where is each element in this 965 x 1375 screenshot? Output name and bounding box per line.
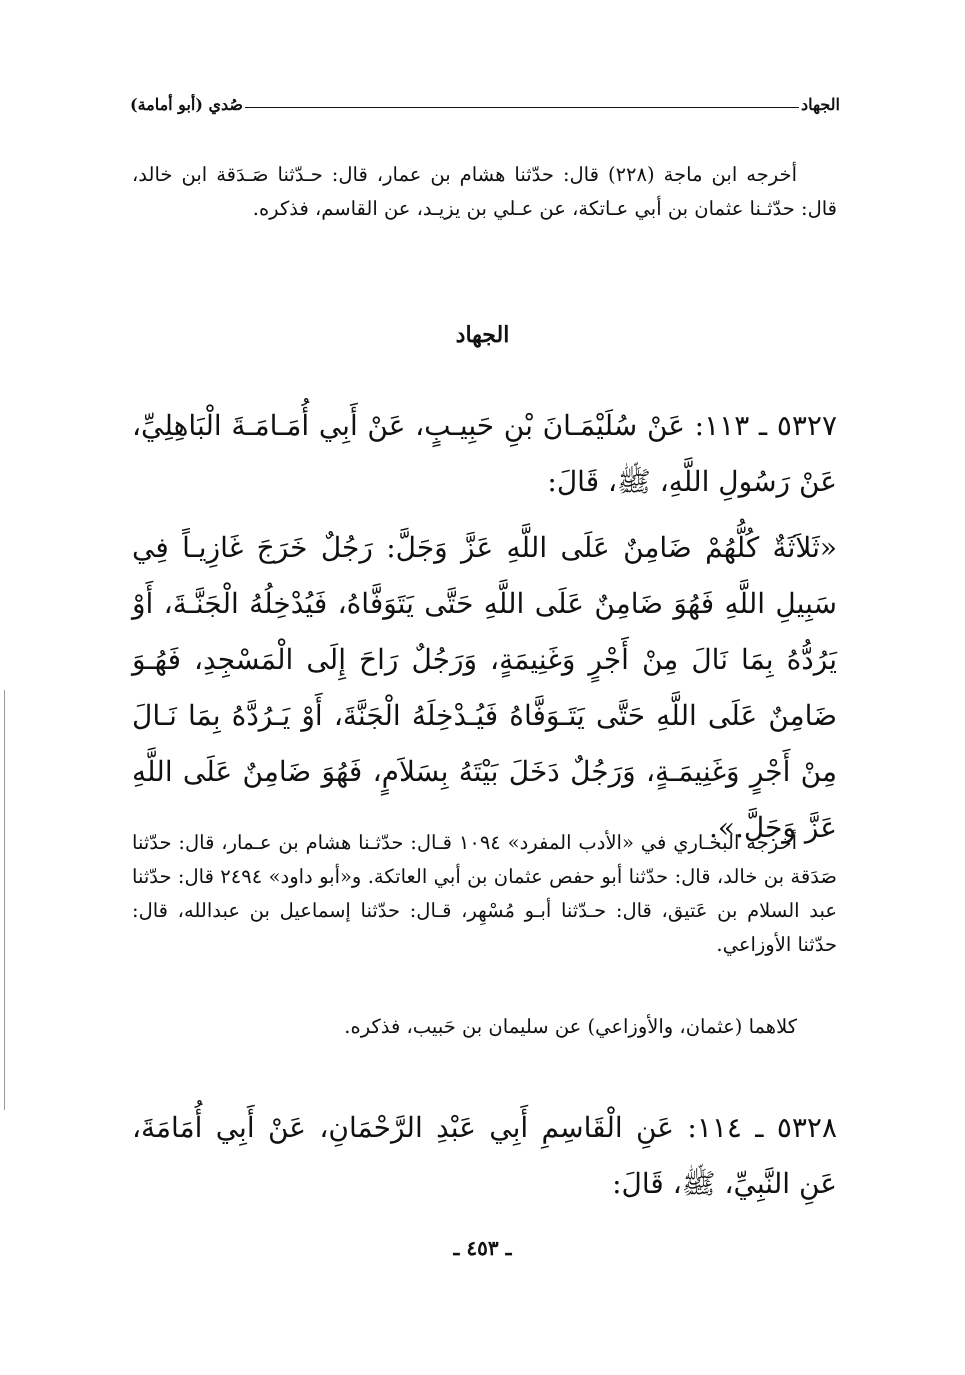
hadith-5327-takhrij-summary: كلاهما (عثمان، والأوزاعي) عن سليمان بن حَبيب، فذكره.	[344, 1015, 797, 1038]
hadith-5328-isnad: ٥٣٢٨ ـ ١١٤: عَنِ الْقَاسِمِ أَبِي عَبْدِ الرَّحْمَانِ، عَنْ أَبِي أُمَامَةَ، عَنِ النَّبِيِّ، ﷺ، قَالَ:	[132, 1111, 837, 1200]
header-rule	[245, 107, 799, 108]
section-title: الجهاد	[455, 322, 510, 348]
hadith-5327-matn: «ثَلاَثَةٌ كُلُّهُمْ ضَامِنٌ عَلَى اللَّهِ عَزَّ وَجَلَّ: رَجُلٌ خَرَجَ غَازِيـاً فِي سَبِيلِ اللَّهِ فَهُوَ ضَامِنٌ عَلَى اللَّهِ حَتَّى يَتَوَفَّاهُ، فَيُدْخِلُهُ الْجَنَّـةَ، أَوْ يَرُدُّهُ بِمَا نَالَ مِنْ أَجْرٍ وَغَنِيمَةٍ، وَرَجُلٌ رَاحَ إِلَى الْمَسْجِدِ، فَهُـوَ ضَامِنٌ عَلَى اللَّهِ حَتَّى يَتَـوَفَّاهُ فَيُـدْخِلَهُ الْجَنَّةَ، أَوْ يَـرُدَّهُ بِمَا نَـالَ مِنْ أَجْرٍ وَغَنِيمَـةٍ، وَرَجُلٌ دَخَلَ بَيْتَهُ بِسَلاَمٍ، فَهُوَ ضَامِنٌ عَلَى اللَّهِ عَزَّ وَجَلَّ.».	[132, 531, 837, 844]
hadith-5327-isnad: ٥٣٢٧ ـ ١١٣: عَنْ سُلَيْمَـانَ بْنِ حَبِيـبٍ، عَنْ أَبِي أُمَـامَـةَ الْبَاهِلِيِّ، عَنْ رَسُولِ اللَّهِ، ﷺ، قَالَ:	[132, 409, 837, 498]
header-chapter-title: الجهاد	[800, 94, 840, 114]
intro-source-note: أخرجه ابن ماجة (٢٢٨) قال: حدّثنا هشام بن عمار، قال: حـدّثنا صَـدَقة ابن خالد، قال: حدّثـنا عثمان بن أبي عـاتكة، عن عـلي بن يزيـد، عن القاسم، فذكره.	[132, 163, 837, 220]
binding-edge-line	[4, 690, 5, 1110]
running-header	[130, 92, 840, 116]
header-narrator-name: صُدي (أبو أمامة)	[130, 94, 243, 114]
hadith-5327-takhrij: أخرجه البخـاري في «الأدب المفرد» ١٠٩٤ قـال: حدّثـنا هشام بن عـمار، قال: حدّثنا صَدَقة بن خالد، قال: حدّثنا أبو حفص عثمان بن أبي العاتكة. و«أبو داود» ٢٤٩٤ قال: حدّثنا عبد السلام بن عَتيق، قال: حـدّثنا أبـو مُسْهِر، قـال: حدّثنا إسماعيل بن عبدالله، قال: حدّثنا الأوزاعي.	[132, 831, 837, 956]
page-number: ـ ٤٥٣ ـ	[453, 1236, 512, 1260]
